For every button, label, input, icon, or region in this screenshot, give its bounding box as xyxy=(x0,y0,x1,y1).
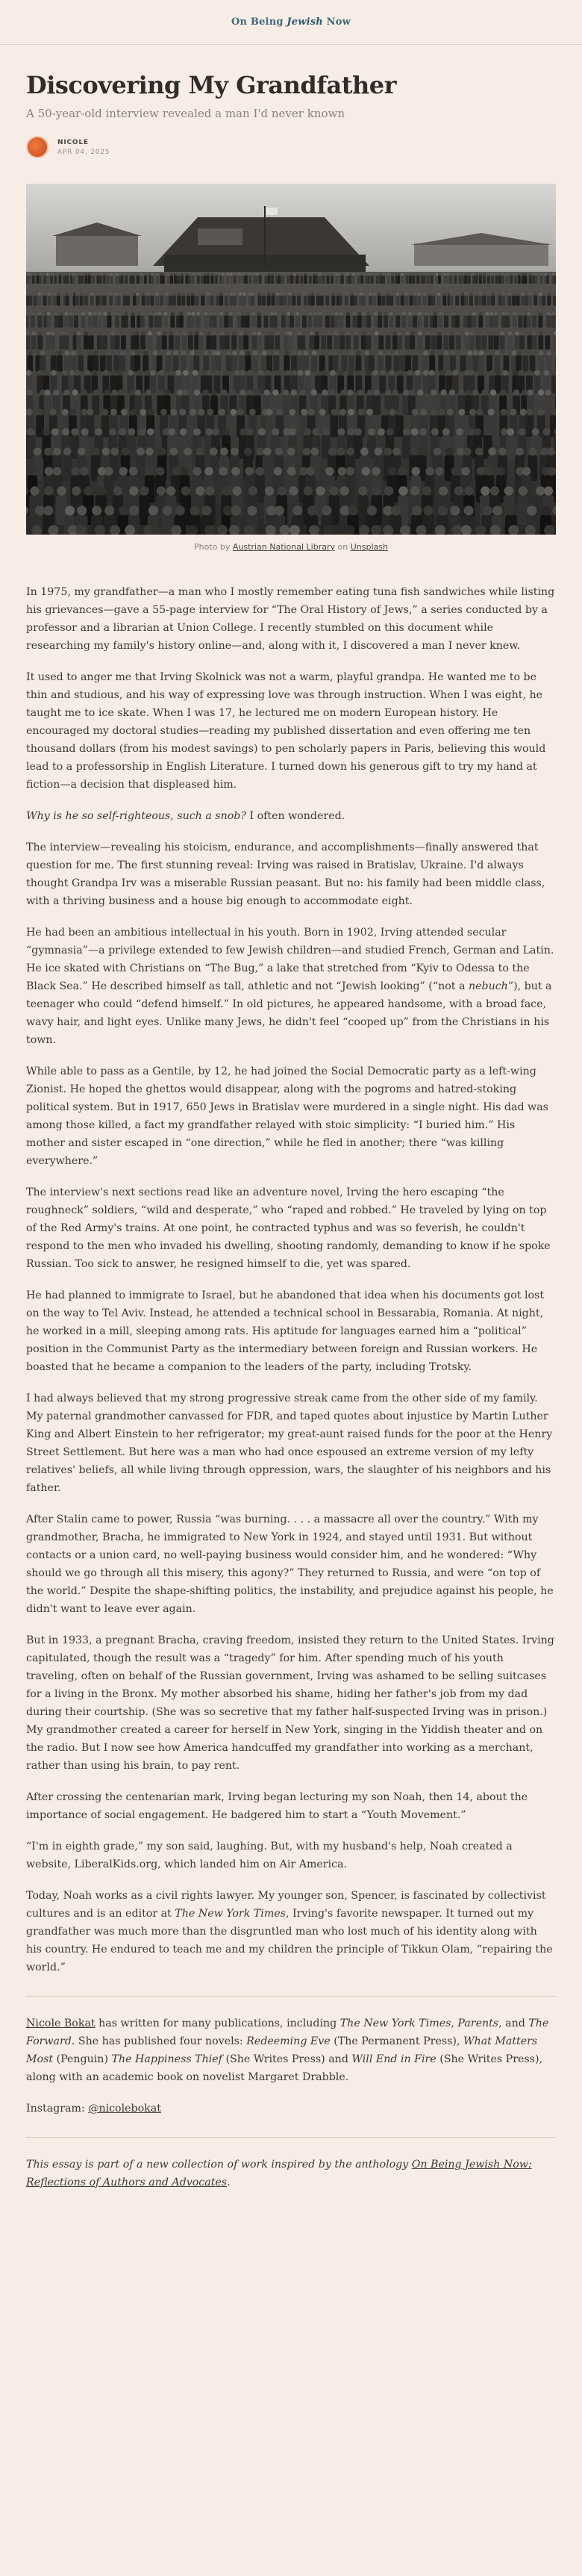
paragraph-14 xyxy=(26,1887,556,1976)
paragraph-14-em: The New York Times xyxy=(175,1908,286,1920)
paragraph-5-a: He had been an ambitious intellectual in his youth. Born in 1902, Irving attended secular “gymnasia”—a privilege extended to few Jewish children—and studied French, German and Latin. He ice skated with Christians on “The Bug,” a lake that stretched from “Kyiv to Odessa to the Black Sea.” He described himself as tall, athletic and not “Jewish looking” (“not a xyxy=(26,927,554,992)
bio-t2: , xyxy=(451,2017,458,2029)
bio-separator xyxy=(26,1996,556,1997)
paragraph-6: While able to pass as a Gentile, by 12, he had joined the Social Democratic party as a left-wing Zionist. He hoped the ghettos would disappear, along with the pogroms and hatred-stoking political system. But in 1917, 650 Jews in Bratislav were murdered in a single night. His dad was among those killed, a fact my grandfather relayed with stoic simplicity: “I buried him.” His mother and sister escaped in “one direction,” while he fled in another; there “was killing everywhere.” xyxy=(26,1065,548,1167)
bio-t8: (She Writes Press), along with an academic book on novelist Margaret Drabble. xyxy=(26,2053,543,2083)
bio-t5: (The Permanent Press), xyxy=(330,2035,463,2047)
paragraph-8: He had planned to immigrate to Israel, but he abandoned that idea when his documents got lost on the way to Tel Aviv. Instead, he attended a technical school in Bessarabia, Romania. At night, he worked in a mill, sleeping among rats. His aptitude for languages earned him a “political” position in the Communist Party as the intermediary between foreign and Russian workers. He boasted that he became a companion to the leaders of the party, including Trotsky. xyxy=(26,1289,545,1373)
bio-book-1: Redeeming Eve xyxy=(246,2035,331,2047)
paragraph-14-a: Today, Noah works as a civil rights lawyer. My younger son, Spencer, is fascinated by collectivist cultures and is an editor at xyxy=(26,1890,546,1920)
paragraph-12: After crossing the centenarian mark, Irving began lecturing my son Noah, then 14, about the importance of social engagement. He badgered him to start a “Youth Movement.” xyxy=(26,1791,528,1821)
anthology-link[interactable]: On Being Jewish Now: Reflections of Authors and Advocates xyxy=(26,2159,532,2188)
paragraph-3-tail: I often wondered. xyxy=(245,810,345,822)
footer-separator xyxy=(26,2137,556,2138)
bio-t1: has written for many publications, including xyxy=(95,2017,340,2029)
hero-figure xyxy=(26,184,556,552)
instagram-handle-link[interactable]: @nicolebokat xyxy=(88,2103,161,2115)
article-container xyxy=(26,45,556,2191)
paragraph-9: I had always believed that my strong progressive streak came from the other side of my family. My paternal grandmother canvassed for FDR, and taped quotes about injustice by Martin Luther King and Albert Einstein to her refrigerator; my great-aunt raised funds for the poor at the Henry Street Settlement. But here was a man who had once espoused an extreme version of my lefty relatives' beliefs, all while living through oppression, wars, the slaughter of his neighbors and his father. xyxy=(26,1393,553,1494)
paragraph-3 xyxy=(26,807,556,825)
author-name-link[interactable]: NICOLE xyxy=(57,138,89,146)
paragraph-7: The interview's next sections read like an adventure novel, Irving the hero escaping “the roughneck” soldiers, “wild and desperate,” who “raped and robbed.” He traveled by lying on top of the Red Army's trains. At one point, he contracted typhus and was so feverish, he couldn't respond to the men who invaded his dwelling, shooting randomly, demanding to know if he spoke Russian. Too sick to answer, he resigned himself to die, yet was spared. xyxy=(26,1186,551,1270)
bio-pub-1: The New York Times xyxy=(340,2017,451,2029)
byline-text xyxy=(57,139,110,156)
bio-t7: (She Writes Press) and xyxy=(222,2053,352,2065)
bio-author-link[interactable]: Nicole Bokat xyxy=(26,2017,96,2029)
article-subtitle: A 50-year-old interview revealed a man I'd never known xyxy=(26,107,345,120)
instagram-line xyxy=(26,2100,556,2118)
brand-part-2: Jewish xyxy=(287,16,323,28)
crowd-photo-illustration xyxy=(26,184,556,535)
byline xyxy=(26,136,556,158)
brand-part-3: Now xyxy=(322,16,351,28)
paragraph-5-b: ”), but a teenager who could “defend himself.” In old pictures, he appeared handsome, with a broad face, wavy hair, and light eyes. Unlike many Jews, he didn't feel “cooped up” from the Christians in his town. xyxy=(26,980,552,1046)
publish-date: APR 04, 2025 xyxy=(57,148,110,156)
footer-note-text: This essay is part of a new collection of work inspired by the anthology xyxy=(26,2159,412,2171)
bio-t6: (Penguin) xyxy=(53,2053,112,2065)
author-bio xyxy=(26,2015,556,2086)
caption-prefix: Photo by xyxy=(194,542,233,552)
site-brand-link[interactable] xyxy=(231,16,351,28)
top-bar xyxy=(0,0,582,45)
bio-book-4: Will End in Fire xyxy=(351,2053,436,2065)
hero-image[interactable] xyxy=(26,184,556,535)
paragraph-11: But in 1933, a pregnant Bracha, craving freedom, insisted they return to the United States. Irving capitulated, though the result was a “tragedy” for him. After spending much of his youth traveling, often on behalf of the Russian government, Irving was ashamed to be selling suitcases for a living in the Bronx. My mother absorbed his shame, hiding her father's job from my dad during their courtship. (She was so secretive that my father half-suspected Irving was in prison.) My grandmother created a career for herself in New York, singing in the Yiddish theater and on the radio. But I now see how America handcuffed my grandfather into working as a merchant, rather than using his brain, to pay rent. xyxy=(26,1634,554,1772)
paragraph-3-em: Why is he so self-righteous, such a snob? xyxy=(26,810,246,822)
paragraph-13: “I'm in eighth grade,” my son said, laughing. But, with my husband's help, Noah created a website, LiberalKids.org, which landed him on Air America. xyxy=(26,1841,513,1870)
paragraph-10: After Stalin came to power, Russia “was burning. . . . a massacre all over the country.” With my grandmother, Bracha, he immigrated to New York in 1924, and stayed until 1931. But without contacts or a union card, no well-paying business would consider him, and he wondered: “Why should we go through all this misery, this agony?” They returned to Russia, and were “on top of the world.” Despite the shape-shifting politics, the instability, and prejudice against his people, he didn't want to leave ever again. xyxy=(26,1513,554,1615)
caption-source-link[interactable]: Unsplash xyxy=(350,542,388,552)
paragraph-14-b: , Irving's favorite newspaper. It turned out my grandfather was much more than the disgruntled man who lost much of his identity along with his country. He endured to teach me and my children the principle of Tikkun Olam, “repairing the world.” xyxy=(26,1908,553,1973)
paragraph-1: In 1975, my grandfather—a man who I mostly remember eating tuna fish sandwiches while listing his grievances—gave a 55-page interview for “The Oral History of Jews,” a series conducted by a professor and a librarian at Union College. I recently stumbled on this document while researching my family's history online—and, along with it, I discovered a man I never knew. xyxy=(26,586,555,652)
bio-t3: , and xyxy=(498,2017,529,2029)
paragraph-5 xyxy=(26,924,556,1049)
bio-book-2: What Matters Most xyxy=(26,2035,538,2065)
caption-photographer-link[interactable]: Austrian National Library xyxy=(232,542,336,552)
caption-mid: on xyxy=(335,542,351,552)
bio-t4: . She has published four novels: xyxy=(71,2035,247,2047)
paragraph-2: It used to anger me that Irving Skolnick was not a warm, playful grandpa. He wanted me to be thin and studious, and his way of expressing love was through instruction. When I was eight, he taught me to ice skate. When I was 17, he lectured me on modern European history. He encouraged my doctoral studies—reading my published dissertation and even offering me ten thousand dollars (from his modest savings) to pen scholarly papers in Paris, believing this would lead to a professorship in English Literature. I turned down his generous gift to try my hand at fiction—a decision that displeased him. xyxy=(26,671,546,791)
author-avatar[interactable] xyxy=(26,136,48,158)
article-body xyxy=(26,583,556,2191)
bio-pub-3: The Forward xyxy=(26,2017,549,2047)
bio-pub-2: Parents xyxy=(457,2017,499,2029)
brand-part-1: On Being xyxy=(231,16,287,28)
article-title: Discovering My Grandfather xyxy=(26,71,396,99)
hero-caption xyxy=(26,542,556,552)
paragraph-5-em: nebuch xyxy=(468,980,508,992)
paragraph-4: The interview—revealing his stoicism, endurance, and accomplishments—finally answered that question for me. The first stunning reveal: Irving was raised in Bratislav, Ukraine. I'd always thought Grandpa Irv was a miserable Russian peasant. But no: his family had been middle class, with a thriving business and a house big enough to accommodate eight. xyxy=(26,841,545,907)
bio-book-3: The Happiness Thief xyxy=(111,2053,222,2065)
footer-note xyxy=(26,2156,556,2191)
instagram-label: Instagram: xyxy=(26,2103,89,2115)
footer-note-end: . xyxy=(227,2177,231,2188)
